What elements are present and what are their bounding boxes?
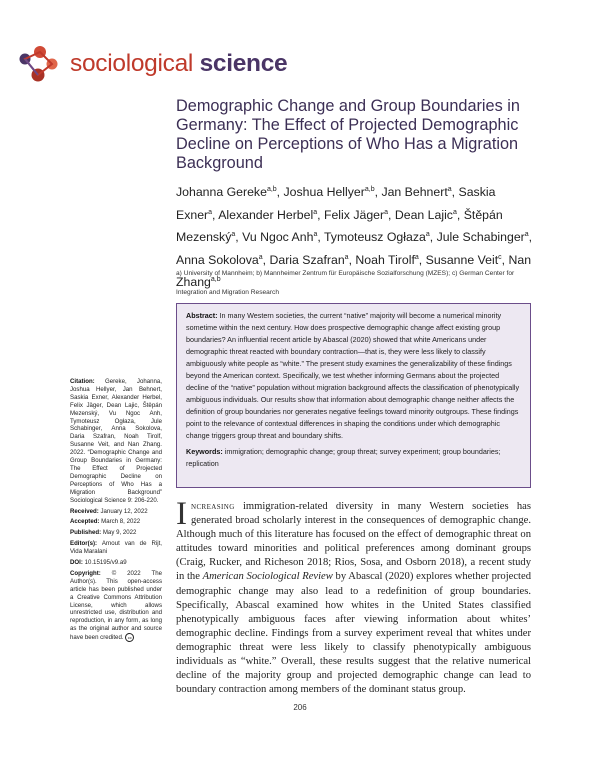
abstract-box bbox=[176, 303, 531, 488]
author-affiliation-marker: a bbox=[452, 208, 457, 216]
author-affiliation-marker: a bbox=[344, 253, 349, 261]
lead-word: ncreasing bbox=[191, 501, 235, 512]
author-name: Joshua Hellyer bbox=[283, 185, 365, 200]
citation-block bbox=[70, 378, 162, 505]
author-affiliation-marker: a,b bbox=[210, 276, 221, 284]
author-affiliation-marker: a bbox=[384, 208, 388, 216]
journal-name: American Sociological Review bbox=[202, 571, 333, 583]
sociological-science-logo-icon bbox=[16, 44, 64, 86]
editors-line bbox=[70, 540, 162, 556]
author-name: Anna Sokolova bbox=[176, 252, 259, 267]
published-line bbox=[70, 529, 162, 537]
author-affiliation-marker: a bbox=[313, 231, 318, 239]
author-name: Tymoteusz Ogłaza bbox=[323, 230, 426, 245]
author-name: Felix Jäger bbox=[323, 207, 385, 222]
keywords-label: Keywords: bbox=[186, 447, 223, 456]
affiliations: a) University of Mannheim; b) Mannheimer Zentrum für Europäische Sozialforschung (MZES); c) German Center for Integration and Migration Research bbox=[176, 270, 515, 296]
journal-brand bbox=[70, 49, 287, 79]
accepted-date: March 8, 2022 bbox=[101, 518, 141, 526]
author-name: Johanna Gereke bbox=[176, 185, 267, 200]
editors-names: Arnout van de Rijt, Vida Maralani bbox=[70, 540, 162, 556]
author-affiliation-marker: a bbox=[231, 231, 236, 239]
citation-label: Citation: bbox=[70, 378, 95, 385]
author-name: Vu Ngoc Anh bbox=[242, 230, 314, 245]
body-paragraph bbox=[176, 496, 531, 697]
abstract-paragraph bbox=[186, 310, 521, 442]
author-affiliation-marker: a bbox=[425, 231, 430, 239]
author-affiliation-marker: a bbox=[524, 231, 529, 239]
keywords-text: immigration; demographic change; group threat; survey experiment; group boundaries; replication bbox=[186, 447, 501, 468]
abstract-text: In many Western societies, the current “native” majority will become a numerical minority sometime within the next century. How does prospective demographic change affect existing group boundaries? An influential recent article by Abascal (2020) showed that white Americans under demographic threat reacted with boundary contraction—that is, they were less likely to classify ambiguously white people as “white.” The present study examines the generalizability of these findings beyond the American context. Specifically, we test whether informing Germans about the projected decline of the “native” population without migration background affects the classification of phenotypically ambiguous individuals. Our results show that information about demographic change neither affects the definition of group boundaries nor generates negative feelings toward minority outgroups. These findings point to the relevance of contextual differences in shaping the conditions under which demographic change triggers group threat and boundary shifts. bbox=[186, 311, 520, 440]
author-affiliation-marker: c bbox=[498, 253, 502, 261]
accepted-line bbox=[70, 518, 162, 526]
author-name: Susanne Veit bbox=[425, 252, 499, 267]
doi-line bbox=[70, 559, 162, 567]
received-date: January 12, 2022 bbox=[100, 507, 148, 515]
doi-label: DOI: bbox=[70, 559, 83, 567]
accepted-label: Accepted: bbox=[70, 518, 100, 526]
copyright-text: © 2022 The Author(s). This open-access article has been published under a Creative Commons Attribution License, which allows unrestricted use, distribution and reproduction, in any form, as long as the original author and source have been credited. bbox=[70, 569, 162, 642]
author-affiliation-marker: a bbox=[208, 208, 213, 216]
author-affiliation-marker: a,b bbox=[364, 186, 375, 193]
received-line bbox=[70, 508, 162, 516]
paper-title: Demographic Change and Group Boundaries in Germany: The Effect of Projected Demographic Decline on Perceptions of Who Has a Migration Background bbox=[176, 97, 520, 172]
published-label: Published: bbox=[70, 529, 102, 537]
author-name: Noah Tirolf bbox=[355, 252, 415, 267]
author-name: Štěpán Mezenský bbox=[176, 207, 503, 245]
published-date: May 9, 2022 bbox=[102, 529, 137, 537]
article-sidebar bbox=[70, 378, 162, 645]
author-affiliation-marker: a bbox=[313, 208, 318, 216]
body-text-1: immigration-related diversity in many Western societies has generated broad scholarly interest in the consequences of demographic change. Although much of this literature has focused on the effect of demographic threat on attitudes toward minorities and political preferences among dominant groups (Craig, Rucker, and Richeson 2018; Rios, Sosa, and Osborn 2018), a recent study in the bbox=[176, 501, 531, 583]
received-label: Received: bbox=[70, 507, 99, 515]
author-name: Dean Lajic bbox=[394, 207, 453, 222]
author-affiliation-marker: a,b bbox=[266, 186, 277, 193]
creative-commons-icon: cc bbox=[125, 633, 134, 642]
author-name: Nan Zhang bbox=[176, 252, 532, 290]
author-name: Saskia Exner bbox=[176, 185, 496, 222]
page-number: 206 bbox=[293, 703, 307, 712]
author-name: Jule Schabinger bbox=[436, 230, 525, 245]
abstract-label: Abstract: bbox=[186, 311, 218, 320]
copyright-label: Copyright: bbox=[70, 569, 101, 577]
brand-word-sociological: sociological bbox=[70, 50, 194, 77]
keywords-paragraph bbox=[186, 446, 521, 470]
body-text-2: by Abascal (2020) explores whether projected demographic change may also lead to a redefinition of group boundaries. Specifically, Abascal examined how whites in the United States classified phenotypically ambiguous faces after viewing information about whites’ demographic decline. Findings from a survey experiment reveal that whites under demographic threat were less likely to classify phenotypically ambiguous individuals as “white.” Overall, these results suggest that the relative numerical decline of the majority group and projected demographic change can lead to boundary contraction among members of the dominant status group. bbox=[176, 571, 531, 696]
citation-text: Gereke, Johanna, Joshua Hellyer, Jan Behnert, Saskia Exner, Alexander Herbel, Felix Jäger, Dean Lajic, Štěpán Mezenský, Vu Ngoc Anh, Tymoteusz Ogłaza, Jule Schabinger, Anna Sokolova, Daria Szafran, Noah Tirolf, Susanne Veit, and Nan Zhang. 2022. “Demographic Change and Group Boundaries in Germany: The Effect of Projected Demographic Decline on Perceptions of Who Has a Migration Background” Sociological Science 9: 206-220. bbox=[70, 378, 162, 504]
author-name: Alexander Herbel bbox=[218, 207, 314, 222]
author-affiliation-marker: a bbox=[414, 253, 419, 261]
copyright-line bbox=[70, 570, 162, 642]
brand-word-science: science bbox=[199, 50, 288, 77]
editors-label: Editor(s): bbox=[70, 540, 98, 548]
author-affiliation-marker: a bbox=[258, 253, 263, 261]
author-affiliation-marker: a bbox=[447, 186, 452, 193]
author-name: Daria Szafran bbox=[269, 252, 345, 267]
author-name: Jan Behnert bbox=[381, 185, 448, 200]
author-list: Johanna Gereke$^{a,b}$, Joshua Hellyer$^{a,b}$, Jan Behnert$^a$, Saskia Exner$^a$, Alexander Herbel$^a$, Felix Jäger$^a$, Dean Lajic$^a$, Štěpán Mezenský$^a$, Vu Ngoc Anh$^a$, Tymoteusz Ogłaza$^a$, Jule Schabinger$^a$, Anna Sokolova$^a$, Daria Szafran$^a$, Noah Tirolf$^a$, Susanne Veit$^c$, Nan Zhang$^{a,b}$ bbox=[176, 185, 533, 290]
drop-cap: I bbox=[176, 496, 187, 532]
doi-value[interactable]: 10.15195/v9.a9 bbox=[84, 559, 127, 567]
